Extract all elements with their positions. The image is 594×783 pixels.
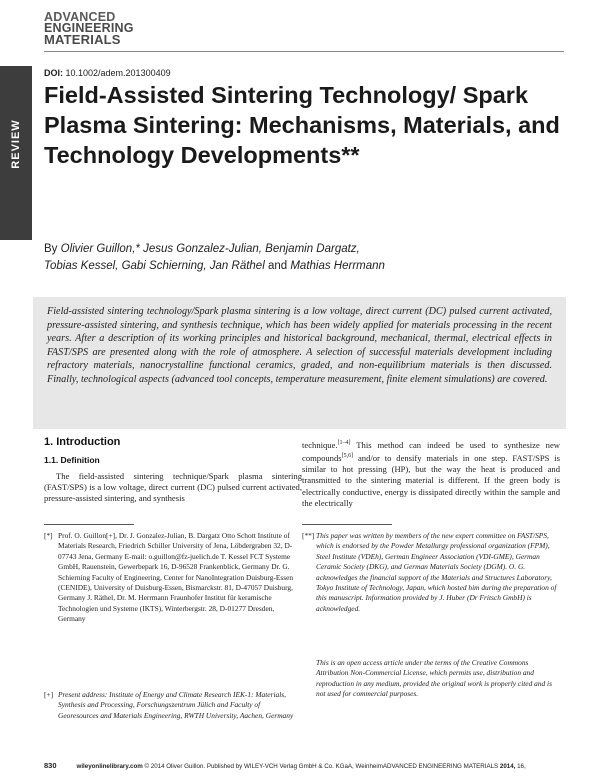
footer-year: 2014, [499, 763, 516, 770]
page-number: 830 [44, 761, 57, 770]
footnote-license [302, 658, 560, 700]
authors-and: and [264, 260, 291, 272]
logo-line-3: MATERIALS [44, 32, 121, 47]
ref-5-6[interactable]: [5,6] [341, 453, 354, 460]
review-tab [0, 66, 32, 240]
footnote-rule-right [302, 524, 392, 525]
authors-line-2a: Tobias Kessel, Gabi Schierning, Jan Räthel [44, 260, 265, 272]
footer-volume: 16, [515, 763, 526, 770]
doi-value[interactable]: 10.1002/adem.201300409 [63, 68, 171, 78]
abstract-box [33, 297, 566, 429]
authors-line-1: Olivier Guillon,* Jesus Gonzalez-Julian, Benjamin Dargatz, [60, 243, 360, 255]
left-body-text: The field-assisted sintering technique/Spark plasma sintering (FAST/SPS) is a low voltage, direct current (DC) pulsed current activated, pressure-assisted sintering, and synthesis [44, 471, 302, 504]
footnote-acknowledgment-text: This paper was written by members of the new expert committee on FAST/SPS, which is endorsed by the Powder Metallurgy professional organization (FPM), Steel Institute (VDEh), German Engineer Association (VDI-GME), German Ceramic Society (DKG), and German Materials Society (DGM). O. G. acknowledges the financial support of the Materials and Structures Laboratory, Tokyo Institute of Technology, Japan, which hosted him during the preparation of this manuscript. Information provided by J. Huber (Dr Fritsch GmbH) is acknowledged. [316, 531, 557, 613]
header-rule [44, 51, 564, 52]
article-title: Field-Assisted Sintering Technology/ Spark Plasma Sintering: Mechanisms, Materials, and Technology Developments** [44, 82, 560, 168]
ref-1-4[interactable]: [1–4] [337, 440, 351, 446]
page-footer [44, 761, 574, 770]
left-column [44, 436, 302, 505]
authors-by: By [44, 243, 61, 255]
footnote-rule-left [44, 524, 134, 525]
author-list [44, 241, 564, 275]
logo-line-1: ADVANCED [44, 10, 116, 24]
footer-site[interactable]: wileyonlinelibrary.com [76, 763, 143, 770]
right-column [302, 438, 560, 509]
footnote-marker: [+] [44, 690, 54, 699]
footnote-present-address [44, 690, 296, 721]
right-text-a: technique. [302, 439, 338, 450]
footnote-present-address-text: Present address: Institute of Energy and Climate Research IEK-1: Materials, Synthesis and Processing, Forschungszentrum Jülich and Faculty of Georesources and Materials Engineering, RWTH University, Aachen, Germany [58, 690, 294, 720]
right-text-c: and/or to densify materials in one step. FAST/SPS is similar to hot pressing (HP), but the way the heat is produced and transmitted to the sintering material is different. If the green body is electrically conductive, energy is dissipated directly within the sample and the electrically [302, 452, 560, 508]
logo-line-2: ENGINEERING [44, 21, 134, 35]
doi [44, 68, 171, 78]
footnote-affiliations [44, 531, 296, 625]
footnote-marker: [*] [44, 531, 53, 540]
right-body-text [302, 438, 560, 509]
section-heading: 1. Introduction [44, 436, 121, 448]
footnote-acknowledgment [302, 531, 560, 614]
authors-line-2b: Mathias Herrmann [290, 260, 385, 272]
abstract-text: Field-assisted sintering technology/Spark plasma sintering is a low voltage, direct current (DC) pulsed current activated, pressure-assisted sintering, and synthesis technique, which has been widely applied for materials processing in the recent years. After a description of its working principles and historical background, mechanical, thermal, electrical effects in FAST/SPS are presented along with the role of atmosphere. A selection of successful materials development including refractory materials, nanocrystalline functional ceramics, graded, and non-equilibrium materials is then discussed. Finally, technological aspects (advanced tool concepts, temperature measurement, finite element simulations) are covered. [47, 306, 552, 385]
footnote-affiliations-text: Prof. O. Guillon[+], Dr. J. Gonzalez-Julian, B. Dargatz Otto Schott Institute of Materials Research, Friedrich Schiller University of Jena, Löbdergraben 32, D-07743 Jena, Germany E-mail: o.guillon@fz-juelich.de T. Kessel FCT Systeme GmbH, Rauenstein, Gewerbepark 16, D-96528 Frankenblick, Germany Dr. G. Schierning Faculty of Engineering, Center for NanoIntegration Duisburg-Essen (CENIDE), University of Duisburg-Essen, Bismarckstr. 81, D-47057 Duisburg, Germany J. Räthel, Dr. M. Herrmann Fraunhofer Institut für keramische Technologien und Systeme (IKTS), Winterbergstr. 28, D-01277 Dresden, Germany [58, 531, 294, 624]
subsection-heading: 1.1. Definition [44, 455, 100, 465]
review-tab-label: REVIEW [10, 119, 22, 169]
doi-label: DOI: [44, 68, 63, 78]
footnote-license-text: This is an open access article under the terms of the Creative Commons Attribution Non-Commercial License, which permits use, distribution and reproduction in any medium, provided the original work is properly cited and is not used for commercial purposes. [316, 658, 552, 699]
footer-copyright: © 2014 Oliver Guillon. Published by WILEY-VCH Verlag GmbH & Co. KGaA, WeinheimADVANCED ENGINEERING MATERIALS [142, 763, 500, 770]
footnote-marker: [**] [302, 531, 315, 540]
journal-logo [44, 12, 134, 45]
right-text-b: This method can indeed be used to synthesize new compounds [302, 439, 560, 463]
